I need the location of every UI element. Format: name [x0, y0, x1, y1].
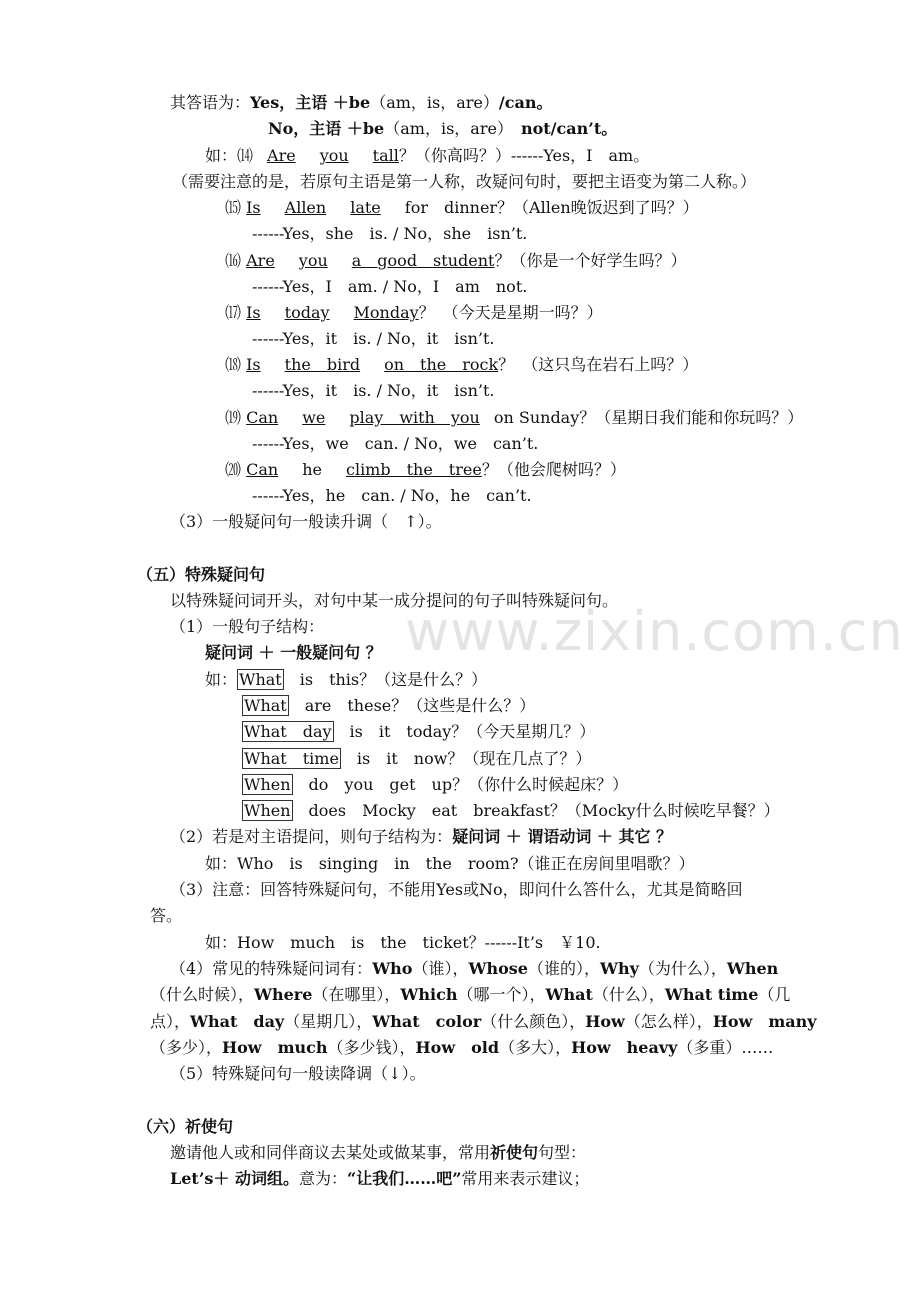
- section-6-intro: 邀请他人或和同伴商议去某处或做某事，常用祈使句句型：: [170, 1143, 587, 1162]
- example-18-answer: ------Yes，it is. / No，it isn’t.: [252, 381, 495, 400]
- section-5-intro: 以特殊疑问词开头，对句中某一成分提问的句子叫特殊疑问句。: [170, 591, 619, 610]
- example-20-answer: ------Yes，he can. / No，he can’t.: [252, 486, 532, 505]
- section-5-p3-cont: 答。: [150, 906, 183, 925]
- example-16: ⒃ Are you a good student？（你是一个好学生吗？）: [225, 251, 687, 270]
- section-5-formula: 疑问词 ＋ 一般疑问句 ？: [205, 643, 382, 662]
- example-what-day: What day is it today？（今天星期几？）: [244, 722, 596, 741]
- answer-line-no: No，主语 ＋be（am，is，are） not/can’t。: [268, 119, 618, 138]
- example-16-answer: ------Yes，I am. / No，I am not.: [252, 277, 528, 296]
- rule-rising-tone: （3）一般疑问句一般读升调（ ↑）。: [170, 512, 442, 531]
- section-5-p4-line3: 点），What day（星期几），What color（什么颜色），How（怎么样），How many: [150, 1012, 817, 1031]
- section-5-p4-line2: （什么时候），Where（在哪里），Which（哪一个），What（什么），What time（几: [150, 985, 791, 1004]
- example-what-1: 如： What is this？（这是什么？）: [205, 670, 488, 689]
- section-5-p4-line1: （4）常见的特殊疑问词有：Who（谁），Whose（谁的），Why（为什么），When: [170, 959, 779, 978]
- section-6-title: （六）祈使句: [137, 1117, 234, 1136]
- example-17: ⒄ Is today Monday？ （今天是星期一吗？）: [225, 303, 603, 322]
- example-what-2: What are these？（这些是什么？）: [244, 696, 536, 715]
- example-19: ⒆ Can we play with you on Sunday？（星期日我们能和你玩吗？）: [225, 408, 804, 427]
- section-5-p1: （1）一般句子结构：: [170, 617, 325, 636]
- watermark: www.zixin.com.cn: [405, 600, 904, 663]
- section-6-lets: Let’s＋ 动词组。意为：“让我们……吧”常用来表示建议；: [170, 1169, 590, 1188]
- example-when-2: When does Mocky eat breakfast？（Mocky什么时候吃早餐？）: [244, 801, 780, 820]
- section-5-p2: （2）若是对主语提问，则句子结构为：疑问词 ＋ 谓语动词 ＋ 其它 ？: [170, 827, 673, 846]
- example-14: 如：⒁ Are you tall？（你高吗？）------Yes，I am。: [205, 146, 650, 165]
- example-20: ⒇ Can he climb the tree？（他会爬树吗？）: [225, 460, 626, 479]
- section-5-p3-example: 如：How much is the ticket？------It’s ￥10.: [205, 933, 601, 952]
- section-5-p5: （5）特殊疑问句一般读降调（↓）。: [170, 1064, 426, 1083]
- example-15-answer: ------Yes，she is. / No，she isn’t.: [252, 224, 528, 243]
- example-15: ⒂ Is Allen late for dinner？（Allen晚饭迟到了吗？）: [225, 198, 699, 217]
- example-what-time: What time is it now？（现在几点了？）: [244, 749, 592, 768]
- example-when-1: When do you get up？（你什么时候起床？）: [244, 775, 629, 794]
- section-5-p2-example: 如：Who is singing in the room?（谁正在房间里唱歌？）: [205, 854, 695, 873]
- example-18: ⒅ Is the bird on the rock？ （这只鸟在岩石上吗？）: [225, 355, 699, 374]
- section-5-p4-line4: （多少），How much（多少钱），How old（多大），How heavy（多重）……: [150, 1038, 774, 1057]
- section-5-p3: （3）注意：回答特殊疑问句，不能用Yes或No，即问什么答什么，尤其是简略回: [170, 880, 743, 899]
- section-5-title: （五）特殊疑问句: [137, 565, 266, 584]
- answer-line-yes: 其答语为：Yes，主语 ＋be（am，is，are）/can。: [170, 93, 553, 112]
- example-17-answer: ------Yes，it is. / No，it isn’t.: [252, 329, 495, 348]
- example-19-answer: ------Yes，we can. / No，we can’t.: [252, 434, 539, 453]
- note-first-person: （需要注意的是，若原句主语是第一人称，改疑问句时，要把主语变为第二人称。）: [172, 172, 757, 191]
